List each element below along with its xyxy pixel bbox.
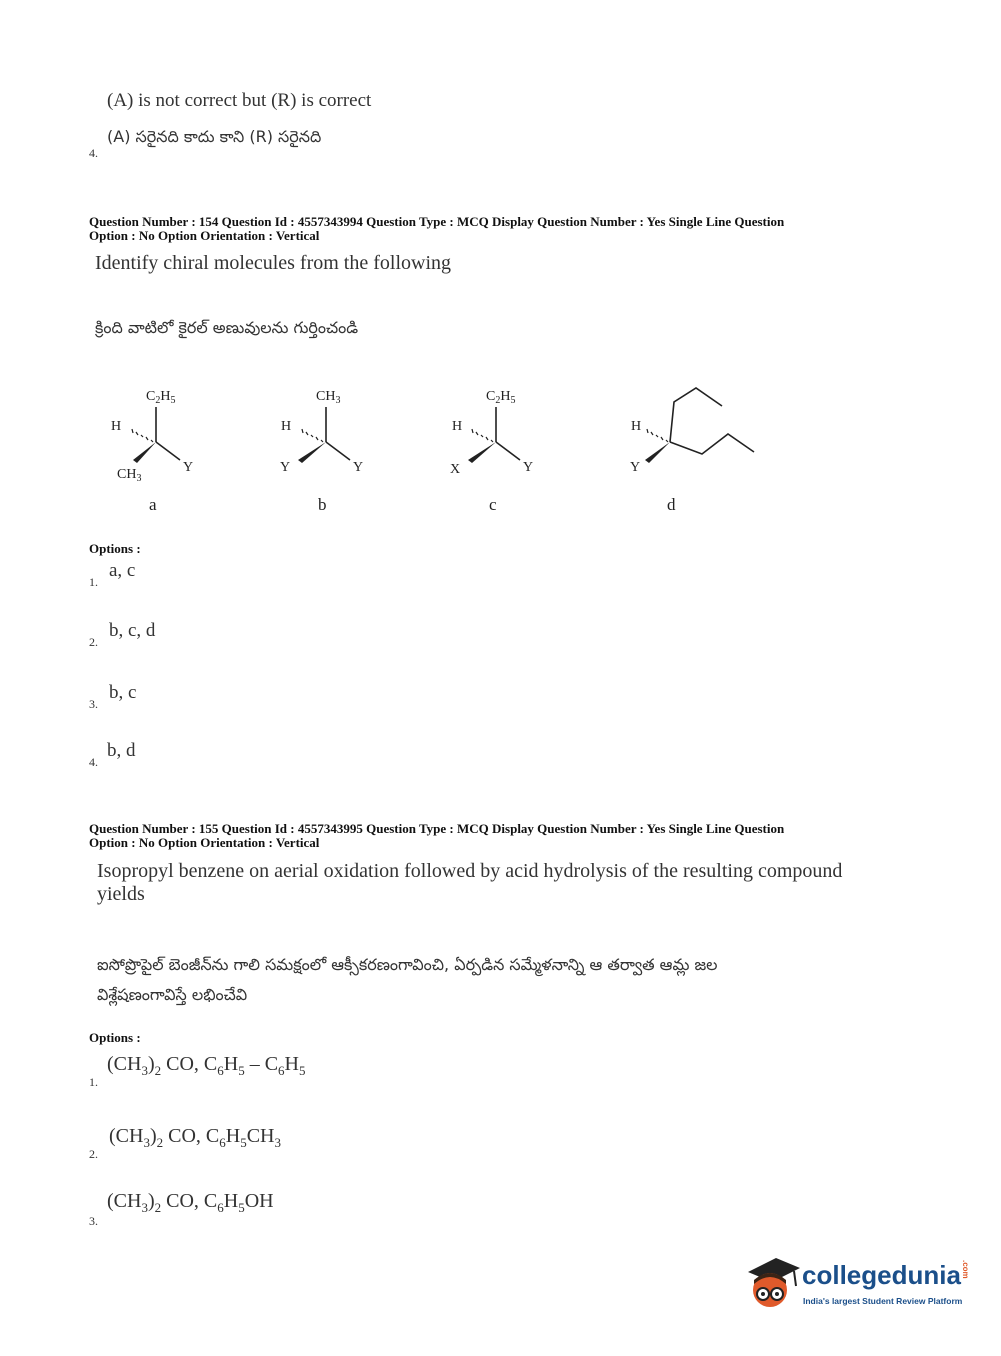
- q154-stem-english: Identify chiral molecules from the following: [95, 252, 452, 274]
- molecule-c: [450, 389, 533, 514]
- molecule-a-left-atom: H: [111, 419, 122, 434]
- molecule-a: [111, 389, 193, 514]
- q155-meta-line2: Option : No Option Orientation : Vertical: [89, 835, 320, 850]
- chiral-molecules-figure: [90, 380, 790, 520]
- prev-option4-english: (A) is not correct but (R) is correct: [107, 90, 372, 111]
- option-text: b, d: [107, 740, 136, 761]
- option-text: b, c: [109, 682, 137, 703]
- molecule-c-top-group: $C_2H_5$: [486, 389, 516, 406]
- mascot-icon: [742, 1250, 802, 1312]
- q155-options-label: Options :: [89, 1030, 141, 1045]
- molecule-a-label: a: [149, 495, 157, 514]
- q155-stem-english-line1: Isopropyl benzene on aerial oxidation followed by acid hydrolysis of the resulting compound: [97, 860, 843, 882]
- molecule-b-right-atom: Y: [353, 460, 364, 475]
- molecule-c-bottom-left-atom: X: [450, 462, 461, 477]
- molecule-a-top-group: $C_2H_5$: [146, 389, 176, 406]
- molecule-d-left-atom: H: [631, 419, 642, 434]
- option-formula: $(CH_3)_2$ CO, $C_6H_5OH$: [107, 1190, 274, 1215]
- q154-stem-telugu: క్రింది వాటిలో కైరల్ అణువులను గుర్తించండి: [95, 318, 359, 337]
- molecule-d: [630, 388, 754, 514]
- molecule-b-top-group: $CH_3$: [316, 389, 341, 406]
- molecule-c-left-atom: H: [452, 419, 463, 434]
- molecule-c-label: c: [489, 495, 497, 514]
- q154-options-label: Options :: [89, 541, 141, 556]
- option-formula: $(CH_3)_2$ CO, $C_6H_5CH_3$: [109, 1125, 281, 1150]
- q154-meta-line2: Option : No Option Orientation : Vertical: [89, 228, 320, 243]
- option-text: a, c: [109, 560, 136, 581]
- q155-stem-english: [97, 860, 897, 906]
- prev-option4-telugu: (A) సరైనది కాదు కాని (R) సరైనది: [107, 127, 322, 146]
- q155-stem-telugu: [97, 950, 897, 1010]
- q155-stem-telugu-line1: ఐసోప్రొపైల్ బెంజీన్‌ను గాలి సమక్షంలో ఆక్సీకరణంగావించి, ఏర్పడిన సమ్మేళనాన్ని ఆ తర్వాత ఆమ్ల జల: [97, 955, 718, 974]
- brand-tagline: India's largest Student Review Platform: [803, 1296, 963, 1306]
- q155-stem-telugu-line2: విశ్లేషణంగావిస్తే లభించేవి: [97, 985, 248, 1004]
- brand-name-text: collegedunia: [802, 1260, 961, 1290]
- option-number: 1.: [89, 575, 98, 589]
- q154-meta: [89, 215, 909, 243]
- q155-meta-line1: Question Number : 155 Question Id : 4557343995 Question Type : MCQ Display Question Number : Yes Single Line Question: [89, 821, 785, 836]
- molecule-b-left-atom: H: [281, 419, 292, 434]
- option-number: 2.: [89, 1147, 98, 1161]
- molecule-b: [280, 389, 363, 514]
- molecule-c-right-atom: Y: [523, 460, 534, 475]
- option-number: 3.: [89, 697, 98, 711]
- collegedunia-logo[interactable]: [742, 1250, 972, 1320]
- option-number: 4.: [89, 755, 98, 769]
- option-number: 2.: [89, 635, 98, 649]
- molecule-a-bottom-left-group: $CH_3$: [117, 467, 142, 484]
- molecule-a-right-atom: Y: [183, 460, 194, 475]
- q155-stem-english-line2: yields: [97, 883, 145, 905]
- option-number: 3.: [89, 1214, 98, 1228]
- prev-option4-number: 4.: [89, 146, 98, 160]
- molecule-d-label: d: [667, 495, 676, 514]
- molecule-d-bottom-left-atom: Y: [630, 460, 641, 475]
- option-formula: $(CH_3)_2$ CO, $C_6H_5 - C_6H_5$: [107, 1053, 306, 1078]
- option-text: b, c, d: [109, 620, 156, 641]
- option-number: 1.: [89, 1075, 98, 1089]
- molecule-b-bottom-left-atom: Y: [280, 460, 291, 475]
- q155-meta: [89, 822, 909, 850]
- molecule-b-label: b: [318, 495, 327, 514]
- brand-name: [802, 1260, 970, 1291]
- brand-suffix: .com: [960, 1260, 970, 1279]
- q154-meta-line1: Question Number : 154 Question Id : 4557343994 Question Type : MCQ Display Question Number : Yes Single Line Question: [89, 214, 785, 229]
